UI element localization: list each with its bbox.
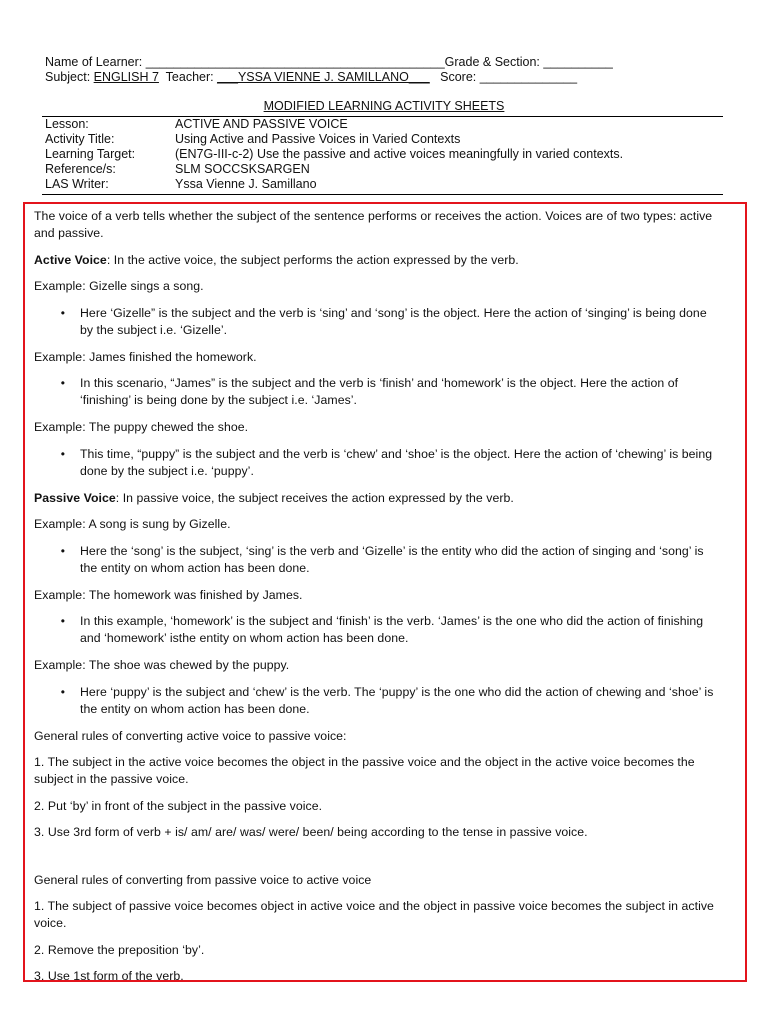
- example-sentence: Example: The puppy chewed the shoe.: [34, 420, 249, 434]
- bullet-icon: •: [60, 376, 65, 390]
- teacher-label: Teacher:: [158, 70, 218, 84]
- subject-teacher-line: [45, 70, 577, 85]
- rule-item: 3. Use 1st form of the verb.: [34, 969, 184, 983]
- meta-row-learning-target: [45, 147, 623, 162]
- bullet-text: In this example, ‘homework’ is the subject and ‘finish’ is the verb. ‘James’ is the one who did the action of finishing and ‘homework’ isthe entity on whom action has been done.: [80, 614, 704, 645]
- meta-row-lesson: [45, 117, 623, 132]
- bullet-text: In this scenario, “James” is the subject and the verb is ‘finish’ and ‘homework’ is the object. Here the action of ‘finishing’ is being done by the subject i.e. ‘James’.: [80, 376, 679, 407]
- passive-voice-text: : In passive voice, the subject receives the action expressed by the verb.: [115, 490, 514, 505]
- example-sentence: Example: The shoe was chewed by the puppy.: [34, 658, 290, 672]
- bullet-item: [34, 375, 730, 409]
- bullet-icon: •: [60, 305, 65, 320]
- intro-paragraph: The voice of a verb tells whether the subject of the sentence performs or receives the action. Voices are of two types: active and passive.: [34, 209, 713, 240]
- meta-value: (EN7G-III-c-2) Use the passive and active voices meaningfully in varied contexts.: [175, 147, 624, 161]
- meta-row-las-writer: [45, 177, 623, 192]
- subject-label: Subject:: [45, 70, 94, 84]
- rules-passive-to-active-title: General rules of converting from passive voice to active voice: [34, 872, 372, 887]
- bullet-icon: •: [60, 543, 65, 558]
- meta-value: ACTIVE AND PASSIVE VOICE: [175, 117, 348, 131]
- bullet-icon: •: [60, 614, 65, 628]
- bullet-item: [34, 446, 730, 480]
- rule-item: 2. Remove the preposition ‘by’.: [34, 942, 205, 957]
- learner-name-line: Name of Learner: ___________________________________________Grade & Section: __________: [45, 55, 613, 69]
- meta-row-references: [45, 162, 623, 177]
- meta-divider: [42, 194, 723, 195]
- bullet-item: [34, 543, 730, 577]
- rule-item: 2. Put ‘by’ in front of the subject in the passive voice.: [34, 798, 323, 813]
- bullet-item: [34, 613, 730, 647]
- sheet-title: MODIFIED LEARNING ACTIVITY SHEETS: [263, 99, 505, 113]
- active-voice-definition: [34, 252, 730, 269]
- meta-row-activity-title: [45, 132, 623, 147]
- bullet-text: Here ‘Gizelle” is the subject and the verb is ‘sing’ and ‘song’ is the object. Here the action of ‘singing’ is being done by the subject i.e. ‘Gizelle’.: [80, 305, 707, 337]
- example-sentence: Example: James finished the homework.: [34, 349, 257, 364]
- example-sentence: Example: A song is sung by Gizelle.: [34, 517, 231, 531]
- bullet-item: [34, 305, 730, 339]
- score-field: Score: ______________: [429, 70, 578, 84]
- bullet-text: This time, “puppy” is the subject and the verb is ‘chew’ and ‘shoe’ is the object. Here the action of ‘chewing’ is being done by the subject i.e. ‘puppy’.: [80, 446, 713, 478]
- rule-item: 1. The subject in the active voice becomes the object in the passive voice and the object in the active voice becomes the subject in the passive voice.: [34, 755, 695, 786]
- passive-voice-definition: [34, 490, 730, 507]
- teacher-value: ___YSSA VIENNE J. SAMILLANO___: [217, 70, 430, 84]
- bullet-item: [34, 684, 730, 718]
- rule-item: 3. Use 3rd form of verb + is/ am/ are/ was/ were/ been/ being according to the tense in passive voice.: [34, 825, 588, 839]
- meta-label: Reference/s:: [45, 162, 116, 176]
- bullet-icon: •: [60, 684, 65, 699]
- lesson-content: [34, 208, 730, 995]
- example-sentence: Example: Gizelle sings a song.: [34, 279, 204, 293]
- lesson-meta-table: [45, 117, 623, 192]
- passive-voice-term: Passive Voice: [34, 490, 116, 505]
- rules-active-to-passive-title: General rules of converting active voice to passive voice:: [34, 728, 347, 743]
- active-voice-term: Active Voice: [34, 252, 107, 267]
- example-sentence: Example: The homework was finished by James.: [34, 587, 303, 602]
- meta-value: SLM SOCCSKSARGEN: [175, 162, 310, 176]
- bullet-text: Here ‘puppy’ is the subject and ‘chew’ is the verb. The ‘puppy’ is the one who did the action of chewing and ‘shoe’ is the entity on whom action has been done.: [80, 684, 714, 716]
- bullet-text: Here the ‘song’ is the subject, ‘sing’ is the verb and ‘Gizelle’ is the entity who did the action of singing and ‘song’ is the entity on whom action has been done.: [80, 543, 704, 575]
- rule-item: 1. The subject of passive voice becomes object in active voice and the object in passive voice becomes the subject in active voice.: [34, 899, 714, 930]
- active-voice-text: : In the active voice, the subject performs the action expressed by the verb.: [106, 252, 519, 267]
- meta-value: Yssa Vienne J. Samillano: [175, 177, 317, 191]
- meta-label: LAS Writer:: [45, 177, 109, 191]
- subject-value: ENGLISH 7: [93, 70, 159, 84]
- meta-value: Using Active and Passive Voices in Varied Contexts: [175, 132, 461, 146]
- spacer: [34, 851, 730, 872]
- meta-label: Learning Target:: [45, 147, 136, 161]
- meta-label: Activity Title:: [45, 132, 115, 146]
- meta-label: Lesson:: [45, 117, 89, 131]
- bullet-icon: •: [60, 446, 65, 461]
